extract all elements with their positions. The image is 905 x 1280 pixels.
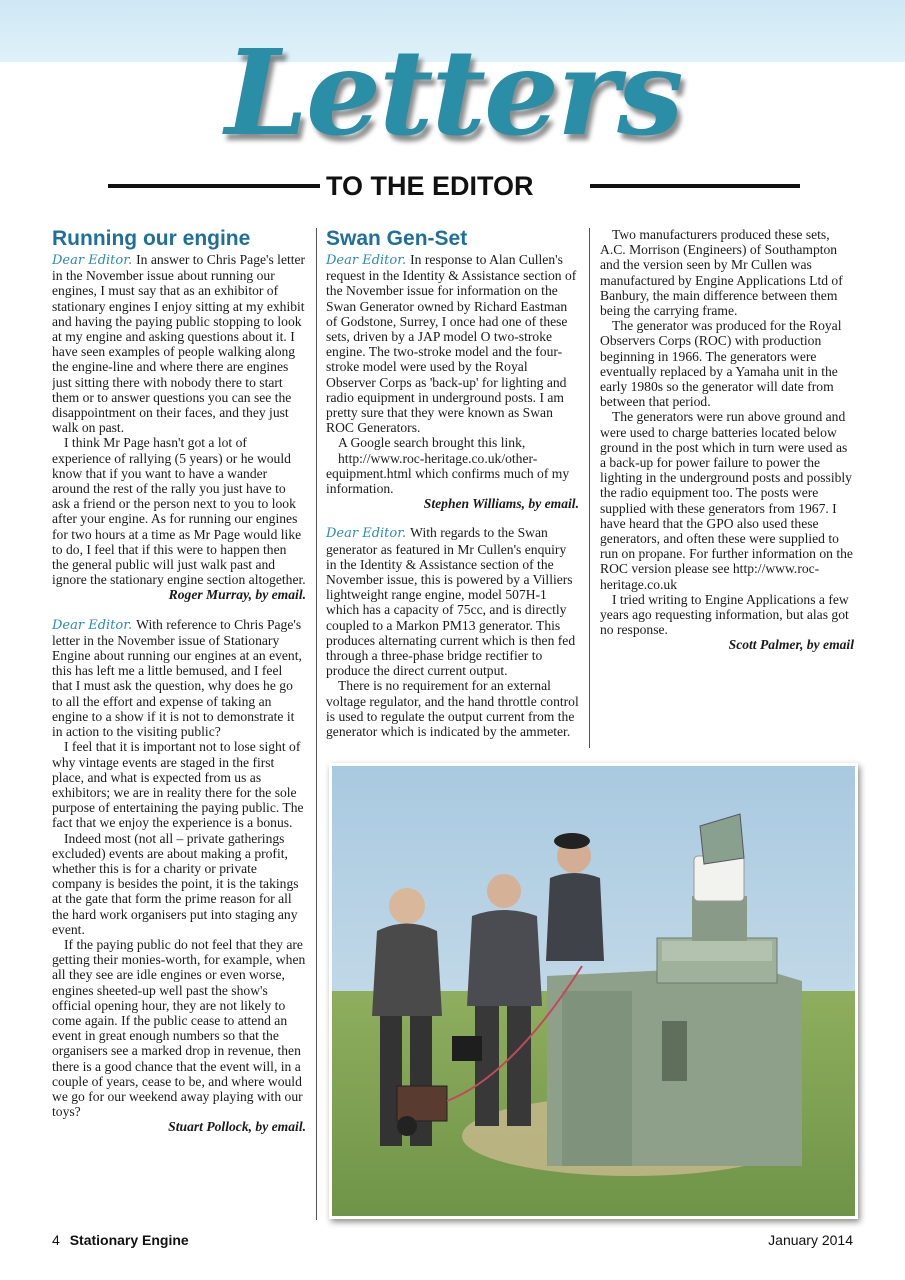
man-centre-leg: [507, 1006, 531, 1126]
letter-paragraph: The generators were run above ground and were used to charge batteries located below ground in the post which in turn were used as a back-up for power failure to power the lighting in the underground posts and possibly the radio equipment too. The posts were supplied with these generators from 1967. I have heard that the GPO also used these generators, and often these were supplied to run on propane. For further information on the ROC version please see http://www.roc-heritage.co.uk: [600, 409, 853, 592]
man-left-head: [389, 888, 425, 924]
generator: [397, 1086, 447, 1121]
letter-paragraph: A Google search brought this link,: [338, 435, 526, 451]
column-divider: [589, 228, 590, 748]
letter-paragraph: If the paying public do not feel that they are getting their monies-worth, for example, when all they see are idle engines or even worse, engines sheeted-up well past the show's official opening hour, they are not likely to come again. If the public cease to attend an event in great enough numbers so that the organisers see a marked drop in revenue, then there is a good chance that the event will, in a couple of years, cease to be, and where would we go for our weekend away playing with our toys?: [52, 936, 306, 1120]
signature: Stephen Williams, by email.: [423, 496, 579, 512]
salutation: Dear Editor.: [52, 253, 133, 268]
letter-paragraph: I feel that it is important not to lose sight of why vintage events are staged in the first place, and what is expected from us as exhibitors; we are in reality there for the sole purpose of entertaining the paying public. The fact that we enjoy the experience is a bonus.: [52, 739, 304, 831]
letter-text: With reference to Chris Page's letter in the November issue of Stationary Engine about running our engines at an event, this has left me a little bemused, and I feel that I must ask the question, why does he go to all the effort and expense of taking an engine to a show if it is not to demonstrate it in action to the visiting public?: [52, 616, 302, 740]
title-rule-left: [108, 184, 320, 188]
page-footer-left: [52, 1230, 352, 1250]
issue-date: January 2014: [768, 1232, 853, 1248]
letter-paragraph: Two manufacturers produced these sets, A.C. Morrison (Engineers) of Southampton and the version seen by Mr Cullen was manufactured by Engine Applications Ltd of Banbury, the main difference between them being the carrying frame.: [600, 227, 843, 319]
post-side: [562, 991, 632, 1166]
photo-illustration: [332, 766, 855, 1216]
letter-paragraph: http://www.roc-heritage.co.uk/other-equipment.html which confirms much of my information.: [326, 450, 570, 497]
spacer: [326, 511, 579, 525]
column-3: [600, 227, 854, 747]
instrument-stand: [692, 896, 747, 941]
man-centre-body: [467, 910, 542, 1006]
letter-paragraph: [52, 617, 306, 740]
letter-heading: Swan Gen-Set: [326, 227, 468, 250]
magazine-name: Stationary Engine: [69, 1232, 189, 1248]
letter-paragraph: I tried writing to Engine Applications a few years ago requesting information, but alas got no response.: [600, 591, 849, 638]
letter-paragraph: Indeed most (not all – private gatherings excluded) events are about making a profit, whether this is for a charity or private company is besides the point, it is the takings at the gate that form the prime reason for all the hard work organisers put into staging any event.: [52, 830, 299, 937]
salutation: Dear Editor.: [326, 253, 407, 268]
column-1: [52, 226, 306, 1218]
salutation: Dear Editor.: [326, 526, 407, 542]
masthead-title: Letters: [225, 23, 682, 162]
post-vent: [662, 1021, 687, 1081]
man-left-body: [372, 924, 442, 1017]
letter-paragraph: The generator was produced for the Royal Observers Corps (ROC) with production beginning in 1966. The generators were eventually replaced by a Yamaha unit in the early 1980s so the generator will date from between that period.: [600, 318, 842, 410]
man-right-body: [546, 873, 604, 961]
masthead-subtitle: TO THE EDITOR: [326, 171, 534, 201]
letter-paragraph: I think Mr Page hasn't got a lot of experience of rallying (5 years) or he would know that if you want to have a wander around the rest of the rally you just have to ask a friend or the person next to you to look after your engine. As for running our engines for two hours at a time as Mr Page would like to do, I feel that if this were to happen then the general public will just walk past and ignore the stationary engine section altogether.: [52, 435, 306, 588]
column-2: [326, 226, 579, 746]
instrument-drum: [694, 856, 744, 901]
letter-text: In answer to Chris Page's letter in the November issue about running our engines, I must say that as an exhibitor of stationary engines I enjoy sitting at my exhibit and having the paying public stopping to look at my engine and asking questions about it. I have seen examples of people walking along the engine-line and where there are engines just sitting there with nobody there to start them or to answer questions you can see the disappointment on their faces, and they just walk on past.: [52, 252, 306, 436]
letter-paragraph: [326, 252, 579, 435]
letter-paragraph: [326, 525, 579, 678]
bag: [452, 1036, 482, 1061]
beret: [554, 833, 590, 849]
roc-post-photo: [329, 763, 858, 1219]
post-hatch-top: [662, 941, 772, 961]
column-divider: [316, 228, 317, 1220]
generator-wheel: [397, 1116, 417, 1136]
page-number: 4: [52, 1232, 60, 1248]
spacer: [52, 603, 306, 617]
man-centre-head: [487, 874, 521, 908]
salutation: Dear Editor.: [52, 617, 133, 633]
signature: Stuart Pollock, by email.: [168, 1119, 306, 1135]
signature: Scott Palmer, by email: [728, 637, 854, 653]
title-rule-right: [590, 184, 800, 188]
letter-paragraph: [52, 252, 306, 435]
letter-text: With regards to the Swan generator as featured in Mr Cullen's enquiry in the Identity & Assistance section of the November issue, this is powered by a Villiers lightweight range engine, model 507H-1 which has a capacity of 75cc, and is directly coupled to a Markon PM13 generator. This produces alternating current which is then fed through a three-phase bridge rectifier to produce the direct current output.: [326, 525, 576, 679]
letter-paragraph: There is no requirement for an external voltage regulator, and the hand throttle control is used to regulate the output current from the generator which is indicated by the ammeter.: [326, 678, 579, 740]
man-centre-leg: [475, 1006, 499, 1126]
letter-text: In response to Alan Cullen's request in the Identity & Assistance section of the November issue for information on the Swan Generator owned by Richard Eastman of Godstone, Surrey, I once had one of these sets, driven by a JAP model O two-stroke engine. The two-stroke model and the four-stroke model were used by the Royal Observer Corps as 'back-up' for lighting and radio equipment in underground posts. I am pretty sure that they were known as Swan ROC Generators.: [326, 252, 577, 436]
letter-heading: Running our engine: [52, 227, 251, 250]
signature: Roger Murray, by email.: [168, 587, 306, 603]
